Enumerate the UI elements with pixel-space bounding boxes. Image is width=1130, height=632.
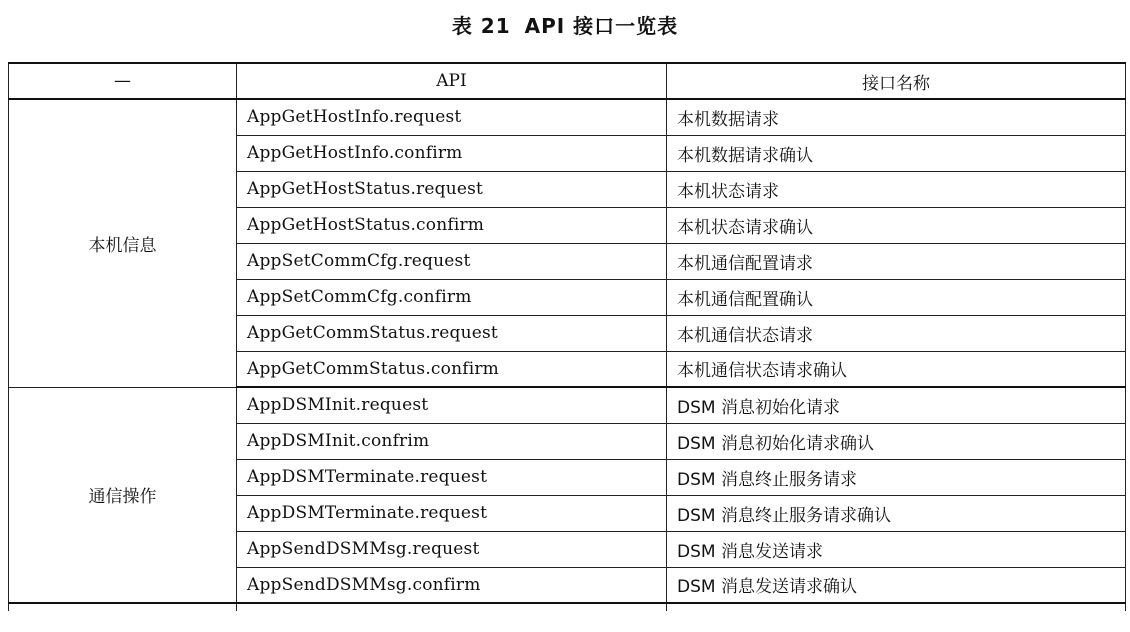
- table-row: [9, 387, 1126, 423]
- api-cell: AppDSMTerminate.request: [237, 495, 667, 531]
- api-cell: AppGetHostStatus.confirm: [237, 207, 667, 243]
- api-cell: AppDSMInit.confrim: [237, 423, 667, 459]
- api-cell: AppGetCommStatus.request: [237, 315, 667, 351]
- api-cell: AppSetCommCfg.request: [237, 243, 667, 279]
- interface-name-cell: 本机通信配置确认: [667, 279, 1126, 315]
- api-cell: AppDSMTerminate.request: [237, 459, 667, 495]
- partial-cell: [237, 603, 667, 611]
- interface-name-cell: DSM 消息发送请求确认: [667, 567, 1126, 603]
- group-name-comm-ops: 通信操作: [9, 387, 237, 603]
- interface-name-cell: 本机通信配置请求: [667, 243, 1126, 279]
- api-cell: AppGetHostInfo.confirm: [237, 135, 667, 171]
- table-header-row: [9, 63, 1126, 99]
- interface-name-cell: 本机状态请求: [667, 171, 1126, 207]
- interface-name-cell: 本机通信状态请求: [667, 315, 1126, 351]
- api-cell: AppGetHostInfo.request: [237, 99, 667, 135]
- header-interface-name: 接口名称: [667, 63, 1126, 99]
- interface-name-cell: DSM 消息初始化请求确认: [667, 423, 1126, 459]
- api-cell: AppGetCommStatus.confirm: [237, 351, 667, 387]
- interface-name-cell: 本机数据请求确认: [667, 135, 1126, 171]
- interface-name-cell: DSM 消息终止服务请求确认: [667, 495, 1126, 531]
- api-cell: AppDSMInit.request: [237, 387, 667, 423]
- partial-cell: [667, 603, 1126, 611]
- table-row: [9, 99, 1126, 135]
- partial-cell: [9, 603, 237, 611]
- interface-name-cell: 本机状态请求确认: [667, 207, 1126, 243]
- table-number: 表 21: [451, 14, 511, 38]
- header-api: API: [237, 63, 667, 99]
- interface-name-cell: 本机通信状态请求确认: [667, 351, 1126, 387]
- table-caption: [0, 10, 1130, 39]
- interface-name-cell: 本机数据请求: [667, 99, 1126, 135]
- api-table: [8, 62, 1126, 611]
- interface-name-cell: DSM 消息初始化请求: [667, 387, 1126, 423]
- group-name-host-info: 本机信息: [9, 99, 237, 387]
- api-cell: AppSetCommCfg.confirm: [237, 279, 667, 315]
- api-cell: AppSendDSMMsg.request: [237, 531, 667, 567]
- header-category: —: [9, 63, 237, 99]
- table-title: API 接口一览表: [524, 14, 679, 38]
- interface-name-cell: DSM 消息发送请求: [667, 531, 1126, 567]
- api-cell: AppGetHostStatus.request: [237, 171, 667, 207]
- api-cell: AppSendDSMMsg.confirm: [237, 567, 667, 603]
- interface-name-cell: DSM 消息终止服务请求: [667, 459, 1126, 495]
- table-row-partial: [9, 603, 1126, 611]
